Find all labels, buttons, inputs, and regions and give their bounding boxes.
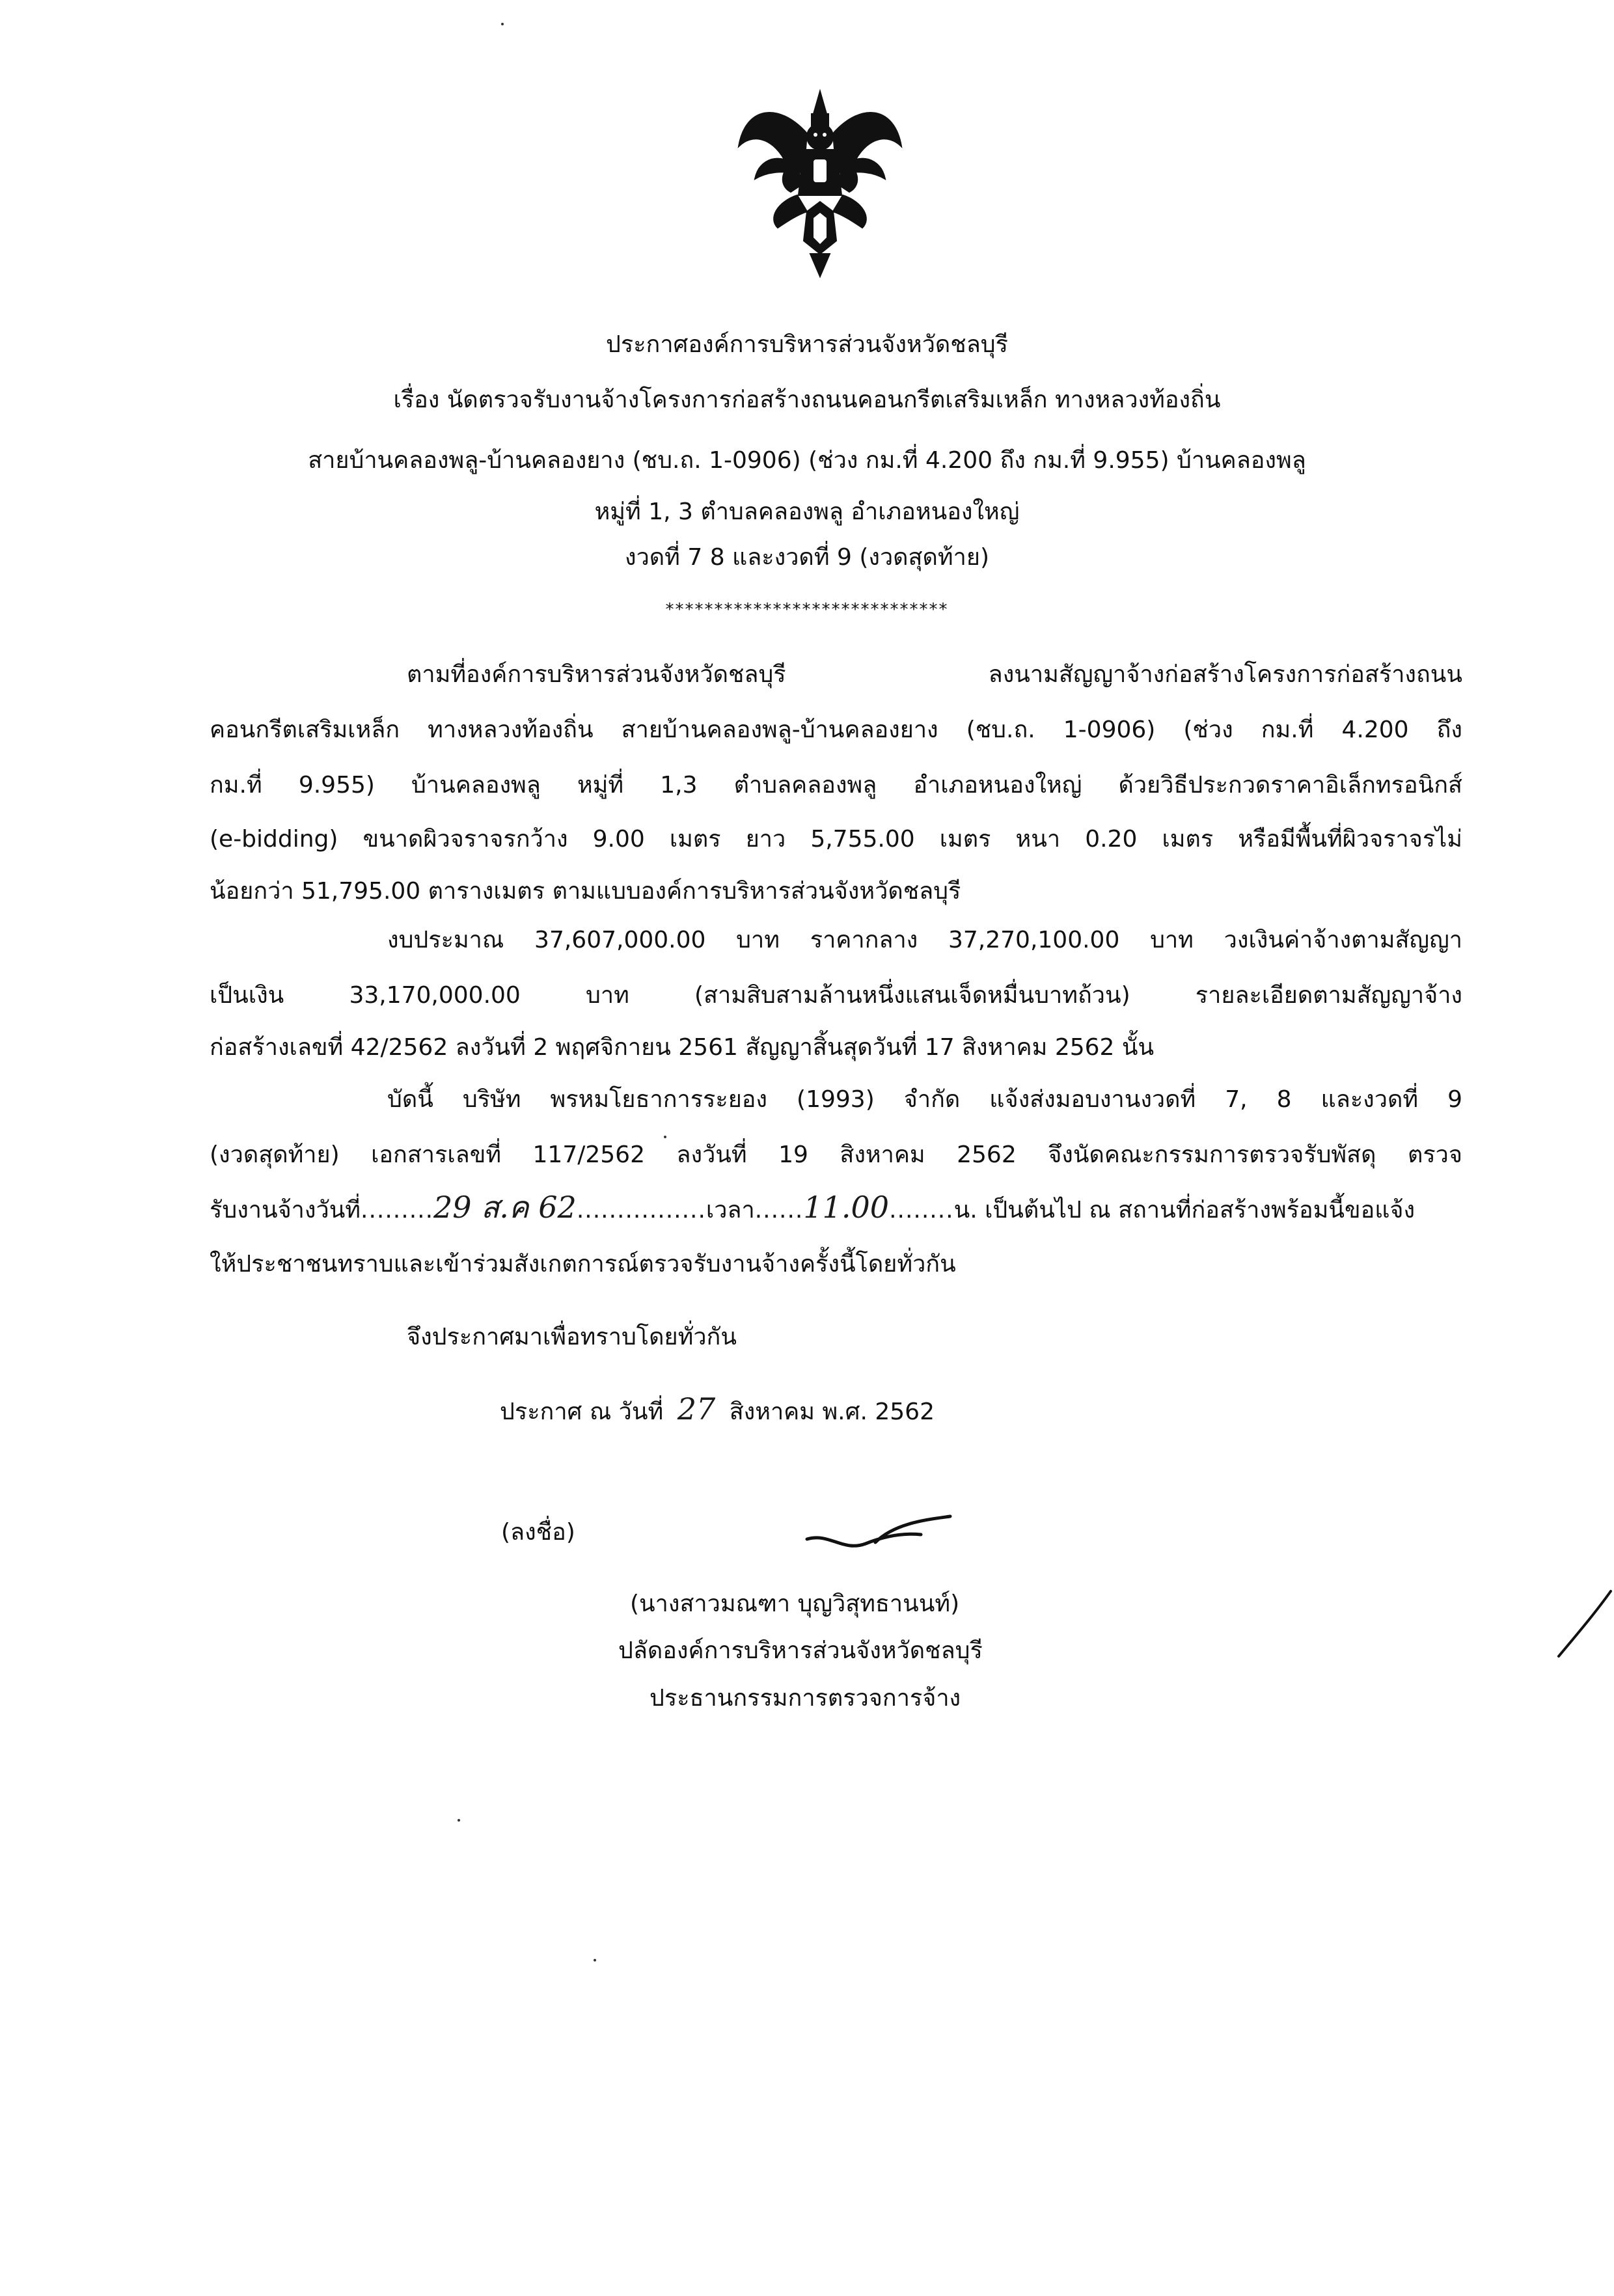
separator-stars: *****************************	[665, 600, 949, 620]
subject-line-1: เรื่อง นัดตรวจรับงานจ้างโครงการก่อสร้างถนนคอนกรีตเสริมเหล็ก ทางหลวงท้องถิ่น	[393, 387, 1221, 413]
inspection-location-text: น. เป็นต้นไป ณ สถานที่ก่อสร้างพร้อมนี้ขอแจ้ง	[953, 1197, 1416, 1223]
paragraph-3-line-1: บัดนี้ บริษัท พรหมโยธาการระยอง (1993) จำกัด แจ้งส่งมอบงานงวดที่ 7, 8 และงวดที่ 9	[387, 1086, 1462, 1113]
paragraph-1-line-4: (e-bidding) ขนาดผิวจราจรกว้าง 9.00 เมตร ยาว 5,755.00 เมตร หนา 0.20 เมตร หรือมีพื้นที่ผิวจราจรไม่	[210, 826, 1462, 853]
inspection-time-handwritten: 11.00	[803, 1190, 890, 1225]
scan-speck	[664, 1136, 666, 1138]
dotted-leader: ........	[889, 1197, 954, 1223]
subject-line-2: สายบ้านคลองพลู-บ้านคลองยาง (ชบ.ถ. 1-0906) (ช่วง กม.ที่ 4.200 ถึง กม.ที่ 9.955) บ้านคลองพลู	[308, 447, 1306, 474]
subject-line-3: หมู่ที่ 1, 3 ตำบลคลองพลู อำเภอหนองใหญ่	[594, 499, 1020, 525]
scan-speck	[458, 1819, 460, 1822]
announcement-date-prefix: ประกาศ ณ วันที่	[500, 1399, 664, 1425]
signatory-position-2: ประธานกรรมการตรวจการจ้าง	[650, 1685, 961, 1712]
handwritten-signature	[804, 1503, 953, 1568]
announcement-date	[500, 1393, 935, 1428]
signature-label: (ลงชื่อ)	[501, 1519, 575, 1546]
inspection-time-label: เวลา	[705, 1197, 755, 1223]
paragraph-1-line-3: กม.ที่ 9.955) บ้านคลองพลู หมู่ที่ 1,3 ตำบลคลองพลู อำเภอหนองใหญ่ ด้วยวิธีประกวดราคาอิเล็กทรอนิกส์	[210, 772, 1462, 799]
signatory-name: (นางสาวมณฑา บุญวิสุทธานนท์)	[630, 1591, 960, 1617]
paragraph-1-line-5: น้อยกว่า 51,795.00 ตารางเมตร ตามแบบองค์การบริหารส่วนจังหวัดชลบุรี	[210, 878, 961, 905]
dotted-leader: ......	[754, 1197, 804, 1223]
paragraph-3-line-4: ให้ประชาชนทราบและเข้าร่วมสังเกตการณ์ตรวจรับงานจ้างครั้งนี้โดยทั่วกัน	[210, 1251, 956, 1278]
paragraph-1-line-1: ตามที่องค์การบริหารส่วนจังหวัดชลบุรี ลงนามสัญญาจ้างก่อสร้างโครงการก่อสร้างถนน	[407, 661, 1462, 688]
garuda-emblem-icon	[732, 88, 908, 283]
garuda-emblem	[732, 88, 908, 283]
announcement-date-suffix: สิงหาคม พ.ศ. 2562	[729, 1399, 935, 1425]
dotted-leader: .........	[361, 1197, 434, 1223]
document-title: ประกาศองค์การบริหารส่วนจังหวัดชลบุรี	[606, 331, 1008, 358]
paragraph-2-line-1: งบประมาณ 37,607,000.00 บาท ราคากลาง 37,270,100.00 บาท วงเงินค่าจ้างตามสัญญา	[387, 927, 1462, 953]
subject-line-4: งวดที่ 7 8 และงวดที่ 9 (งวดสุดท้าย)	[625, 544, 989, 571]
paragraph-1-line-2: คอนกรีตเสริมเหล็ก ทางหลวงท้องถิ่น สายบ้านคลองพลู-บ้านคลองยาง (ชบ.ถ. 1-0906) (ช่วง กม.ที่ 4.200 ถึง	[210, 717, 1462, 743]
margin-pen-mark	[1555, 1588, 1614, 1660]
announcement-day-handwritten: 27	[677, 1391, 716, 1427]
dotted-leader: ................	[576, 1197, 706, 1223]
inspection-date-handwritten: 29 ส.ค 62	[433, 1190, 577, 1225]
scan-speck	[594, 1959, 596, 1961]
signatory-position-1: ปลัดองค์การบริหารส่วนจังหวัดชลบุรี	[618, 1637, 983, 1664]
paragraph-3-line-2: (งวดสุดท้าย) เอกสารเลขที่ 117/2562 ลงวันที่ 19 สิงหาคม 2562 จึงนัดคณะกรรมการตรวจรับพัสดุ ตรวจ	[210, 1141, 1462, 1168]
scan-speck	[501, 23, 504, 25]
paragraph-2-line-3: ก่อสร้างเลขที่ 42/2562 ลงวันที่ 2 พฤศจิกายน 2561 สัญญาสิ้นสุดวันที่ 17 สิงหาคม 2562 นั้น	[210, 1034, 1155, 1061]
paragraph-3-line-3	[210, 1191, 1462, 1227]
closing-sentence: จึงประกาศมาเพื่อทราบโดยทั่วกัน	[407, 1324, 737, 1350]
inspection-date-label: รับงานจ้างวันที่	[210, 1197, 361, 1223]
paragraph-2-line-2: เป็นเงิน 33,170,000.00 บาท (สามสิบสามล้านหนึ่งแสนเจ็ดหมื่นบาทถ้วน) รายละเอียดตามสัญญาจ้าง	[210, 982, 1462, 1009]
